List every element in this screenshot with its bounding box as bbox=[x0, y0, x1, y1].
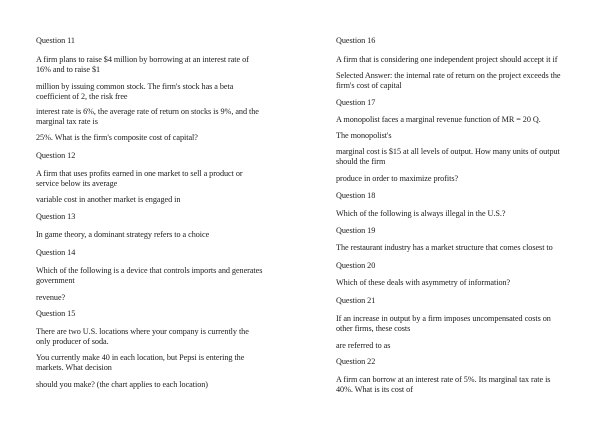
question-13-text: In game theory, a dominant strategy refers to a choice bbox=[36, 230, 210, 239]
question-17-text-line-1: A monopolist faces a marginal revenue function of MR = 20 Q. bbox=[336, 115, 541, 124]
question-12-text-line-3: variable cost in another market is engaged in bbox=[36, 195, 181, 204]
question-16-selected-answer-line-2: firm's cost of capital bbox=[336, 81, 402, 90]
question-14-text-line-2: government bbox=[36, 276, 75, 285]
question-15-text-line-2: only producer of soda. bbox=[36, 337, 109, 346]
question-18-heading: Question 18 bbox=[336, 191, 376, 200]
question-21-text-line-1: If an increase in output by a firm imposes uncompensated costs on bbox=[336, 314, 551, 323]
question-15-text-line-1: There are two U.S. locations where your company is currently the bbox=[36, 327, 249, 336]
question-17-heading: Question 17 bbox=[336, 98, 376, 107]
question-15-text-line-5: should you make? (the chart applies to each location) bbox=[36, 380, 208, 389]
question-17-text-line-4: should the firm bbox=[336, 157, 386, 166]
question-11-text-line-1: A firm plans to raise $4 million by borrowing at an interest rate of bbox=[36, 55, 249, 64]
question-18-text: Which of the following is always illegal in the U.S.? bbox=[336, 209, 506, 218]
question-21-text-line-3: are referred to as bbox=[336, 341, 391, 350]
question-17-text-line-3: marginal cost is $15 at all levels of output. How many units of output bbox=[336, 147, 560, 156]
question-11-heading: Question 11 bbox=[36, 36, 75, 45]
question-14-text-line-1: Which of the following is a device that controls imports and generates bbox=[36, 266, 263, 275]
question-22-text-line-2: 40%. What is its cost of bbox=[336, 385, 413, 394]
question-12-text-line-2: service below its average bbox=[36, 179, 118, 188]
question-14-text-line-3: revenue? bbox=[36, 293, 66, 302]
question-13-heading: Question 13 bbox=[36, 212, 76, 221]
question-19-heading: Question 19 bbox=[336, 226, 376, 235]
question-11-text-line-5: interest rate is 6%, the average rate of return on stocks is 9%, and the bbox=[36, 107, 259, 116]
question-20-heading: Question 20 bbox=[336, 261, 376, 270]
question-21-heading: Question 21 bbox=[336, 296, 376, 305]
question-11-text-line-6: marginal tax rate is bbox=[36, 117, 98, 126]
question-15-text-line-3: You currently make 40 in each location, but Pepsi is entering the bbox=[36, 353, 245, 362]
question-21-text-line-2: other firms, these costs bbox=[336, 324, 411, 333]
question-15-heading: Question 15 bbox=[36, 309, 76, 318]
question-11-text-line-7: 25%. What is the firm's composite cost of capital? bbox=[36, 133, 198, 142]
question-19-text: The restaurant industry has a market structure that comes closest to bbox=[336, 243, 553, 252]
question-16-text: A firm that is considering one independent project should accept it if bbox=[336, 55, 558, 64]
question-12-heading: Question 12 bbox=[36, 151, 76, 160]
question-15-text-line-4: markets. What decision bbox=[36, 363, 112, 372]
question-11-text-line-3: million by issuing common stock. The firm's stock has a beta bbox=[36, 82, 234, 91]
question-16-heading: Question 16 bbox=[336, 36, 376, 45]
question-20-text: Which of these deals with asymmetry of information? bbox=[336, 278, 511, 287]
question-17-text-line-2: The monopolist's bbox=[336, 131, 392, 140]
question-11-text-line-2: 16% and to raise $1 bbox=[36, 65, 101, 74]
question-16-selected-answer-line-1: Selected Answer: the internal rate of return on the project exceeds the bbox=[336, 71, 561, 80]
question-17-text-line-5: produce in order to maximize profits? bbox=[336, 174, 459, 183]
question-22-heading: Question 22 bbox=[336, 357, 376, 366]
question-22-text-line-1: A firm can borrow at an interest rate of 5%. Its marginal tax rate is bbox=[336, 375, 551, 384]
question-14-heading: Question 14 bbox=[36, 248, 76, 257]
question-11-text-line-4: coefficient of 2, the risk free bbox=[36, 92, 128, 101]
question-12-text-line-1: A firm that uses profits earned in one market to sell a product or bbox=[36, 169, 243, 178]
